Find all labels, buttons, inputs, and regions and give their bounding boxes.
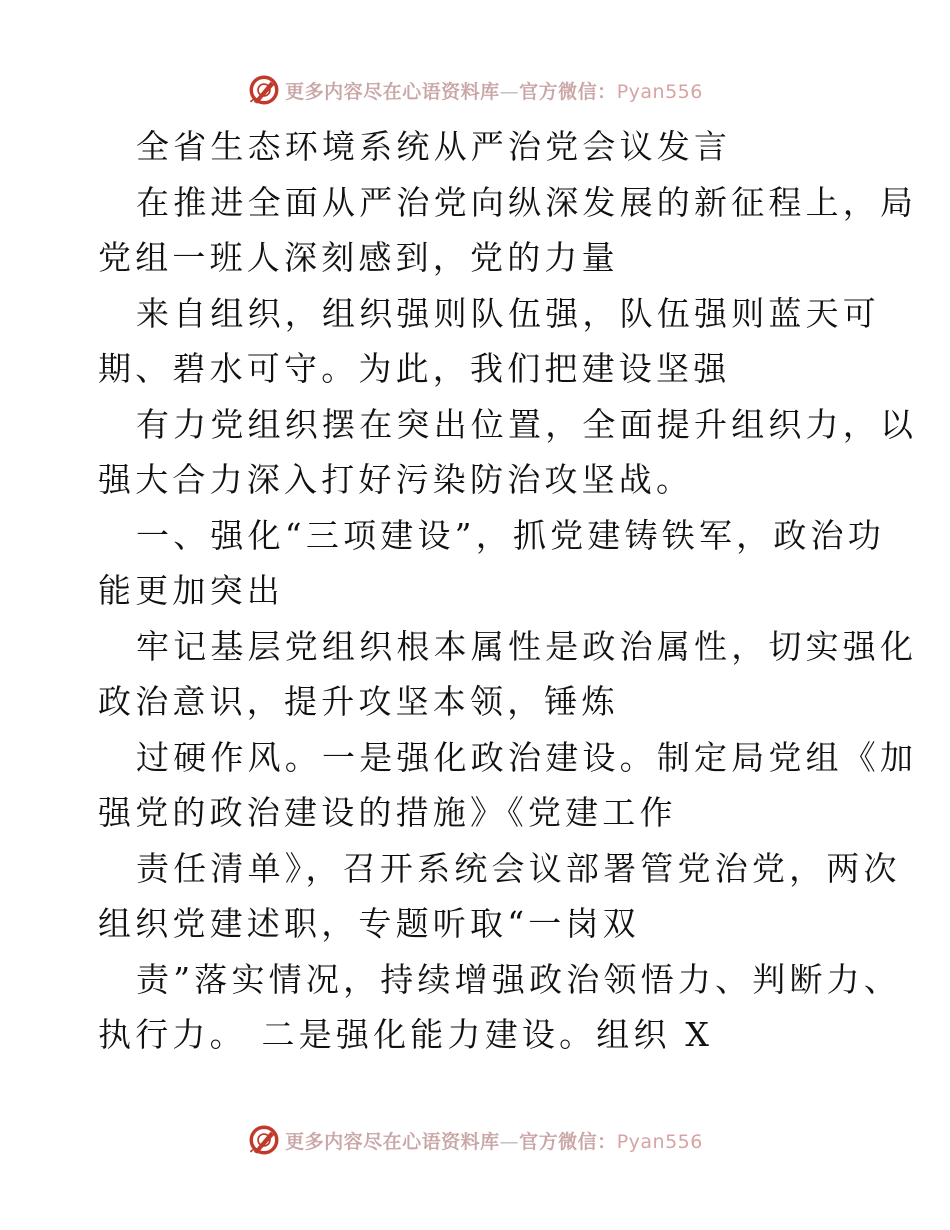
pen-logo-icon: [247, 73, 281, 107]
banner-account-label: 官方微信：: [519, 80, 617, 103]
paragraph-line: 执行力。 二是强化能力建设。组织 X: [98, 1015, 714, 1054]
paragraph-line: 来自组织，组织强则队伍强，队伍强则蓝天可: [136, 293, 880, 333]
banner-separator: —: [499, 80, 520, 103]
pen-logo-icon: [247, 1123, 281, 1157]
paragraph-line: 党组一班人深刻感到，党的力量: [98, 238, 619, 277]
banner-account: Pyan556: [616, 1130, 703, 1153]
paragraph-line: 期、碧水可守。为此，我们把建设坚强: [98, 349, 731, 388]
banner-account-label: 官方微信：: [519, 1130, 617, 1153]
paragraph: [98, 846, 901, 948]
banner-text: [285, 1127, 703, 1154]
paragraph-line: 能更加突出: [98, 571, 284, 610]
paragraph-line: 有力党组织摆在突出位置，全面提升组织力，以: [136, 404, 918, 444]
paragraph: [98, 957, 902, 1059]
paragraph: [98, 735, 918, 837]
paragraph-line: 全省生态环境系统从严治党会议发言: [136, 127, 732, 166]
paragraph-line: 牢记基层党组织根本属性是政治属性，切实强化: [136, 626, 918, 666]
banner-main: 更多内容尽在心语资料库: [285, 1130, 500, 1153]
paragraph: [98, 402, 918, 504]
paragraph-line: 强党的政治建设的措施》《党建工作: [98, 793, 677, 832]
paragraph: [98, 291, 880, 393]
paragraph-line: 责”落实情况，持续增强政治领悟力、判断力、: [136, 959, 902, 999]
paragraph-line: 强大合力深入打好污染防治攻坚战。: [98, 460, 694, 499]
banner-main: 更多内容尽在心语资料库: [285, 80, 500, 103]
paragraph-line: 组织党建述职，专题听取“一岗双: [98, 904, 640, 943]
paragraph-line: 责任清单》，召开系统会议部署管党治党，两次: [136, 848, 901, 888]
section-heading: [98, 513, 885, 615]
paragraph-line: 在推进全面从严治党向纵深发展的新征程上，局: [136, 182, 918, 222]
document-body: [98, 124, 918, 1068]
banner-account: Pyan556: [616, 80, 703, 103]
paragraph: [98, 180, 918, 282]
paragraph: [98, 624, 918, 726]
document-title: [98, 124, 858, 171]
paragraph-line: 政治意识，提升攻坚本领，锤炼: [98, 682, 619, 721]
banner-separator: —: [499, 1130, 520, 1153]
banner-text: [285, 77, 703, 104]
header-banner: [0, 70, 950, 110]
paragraph-line: 过硬作风。一是强化政治建设。制定局党组《加: [136, 737, 918, 777]
footer-banner: [0, 1120, 950, 1160]
paragraph-line: 一、强化“三项建设”，抓党建铸铁军，政治功: [136, 515, 885, 555]
